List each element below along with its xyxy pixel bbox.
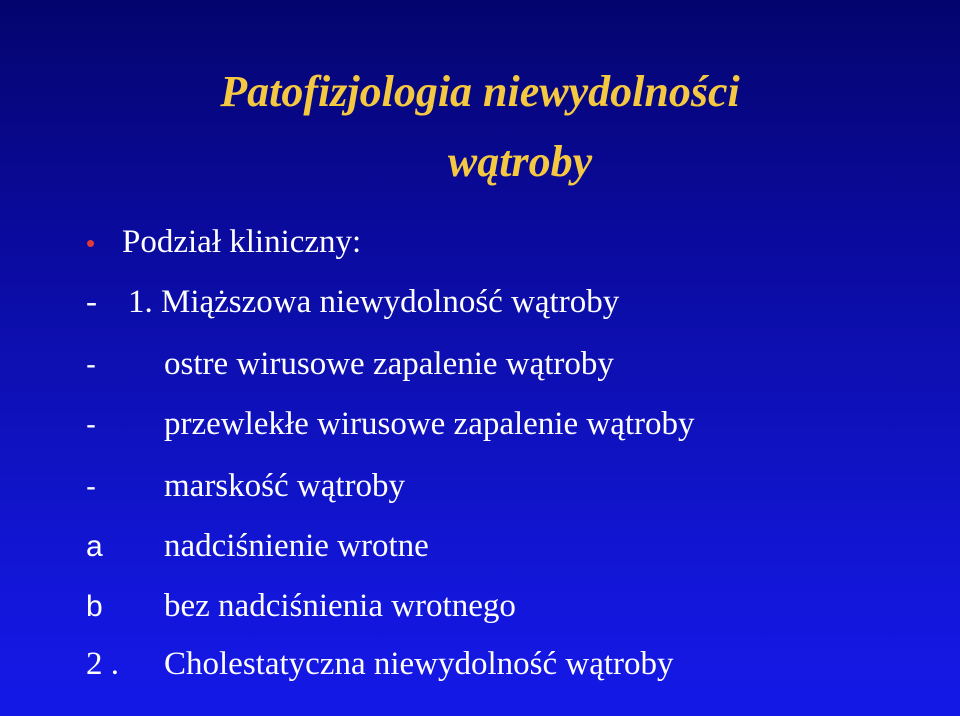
list-item	[86, 400, 695, 449]
list-item-marker: a	[86, 530, 103, 563]
bullet-text: Podział kliniczny:	[122, 224, 362, 260]
list-item-text: Miąższowa niewydolność wątroby	[161, 284, 620, 320]
list-item-text: bez nadciśnienia wrotnego	[164, 588, 516, 624]
list-item-marker: -	[86, 348, 96, 381]
list-item-text: marskość wątroby	[164, 468, 406, 504]
list-item-marker: b	[86, 590, 103, 623]
list-item-text: Cholestatyczna niewydolność wątroby	[164, 646, 674, 682]
slide-title-line-2: wątroby	[447, 137, 593, 186]
list-item-text: nadciśnienie wrotne	[164, 528, 429, 564]
list-item	[86, 640, 674, 688]
list-item-text: przewlekłe wirusowe zapalenie wątroby	[164, 406, 695, 442]
list-item	[86, 582, 516, 631]
bullet-item	[86, 218, 361, 267]
list-item	[86, 522, 429, 571]
slide-title-line-1: Patofizjologia niewydolności	[220, 67, 740, 116]
list-item-marker: -	[86, 470, 96, 503]
list-item-marker: -	[86, 408, 96, 441]
list-item	[86, 278, 619, 326]
list-item-text: ostre wirusowe zapalenie wątroby	[164, 346, 614, 382]
list-item-prefix: 1.	[128, 284, 153, 320]
list-item-marker: -	[86, 284, 97, 320]
bullet-icon: •	[86, 228, 96, 258]
list-item	[86, 462, 405, 511]
list-item	[86, 340, 614, 389]
list-item-marker: 2 .	[86, 646, 119, 682]
